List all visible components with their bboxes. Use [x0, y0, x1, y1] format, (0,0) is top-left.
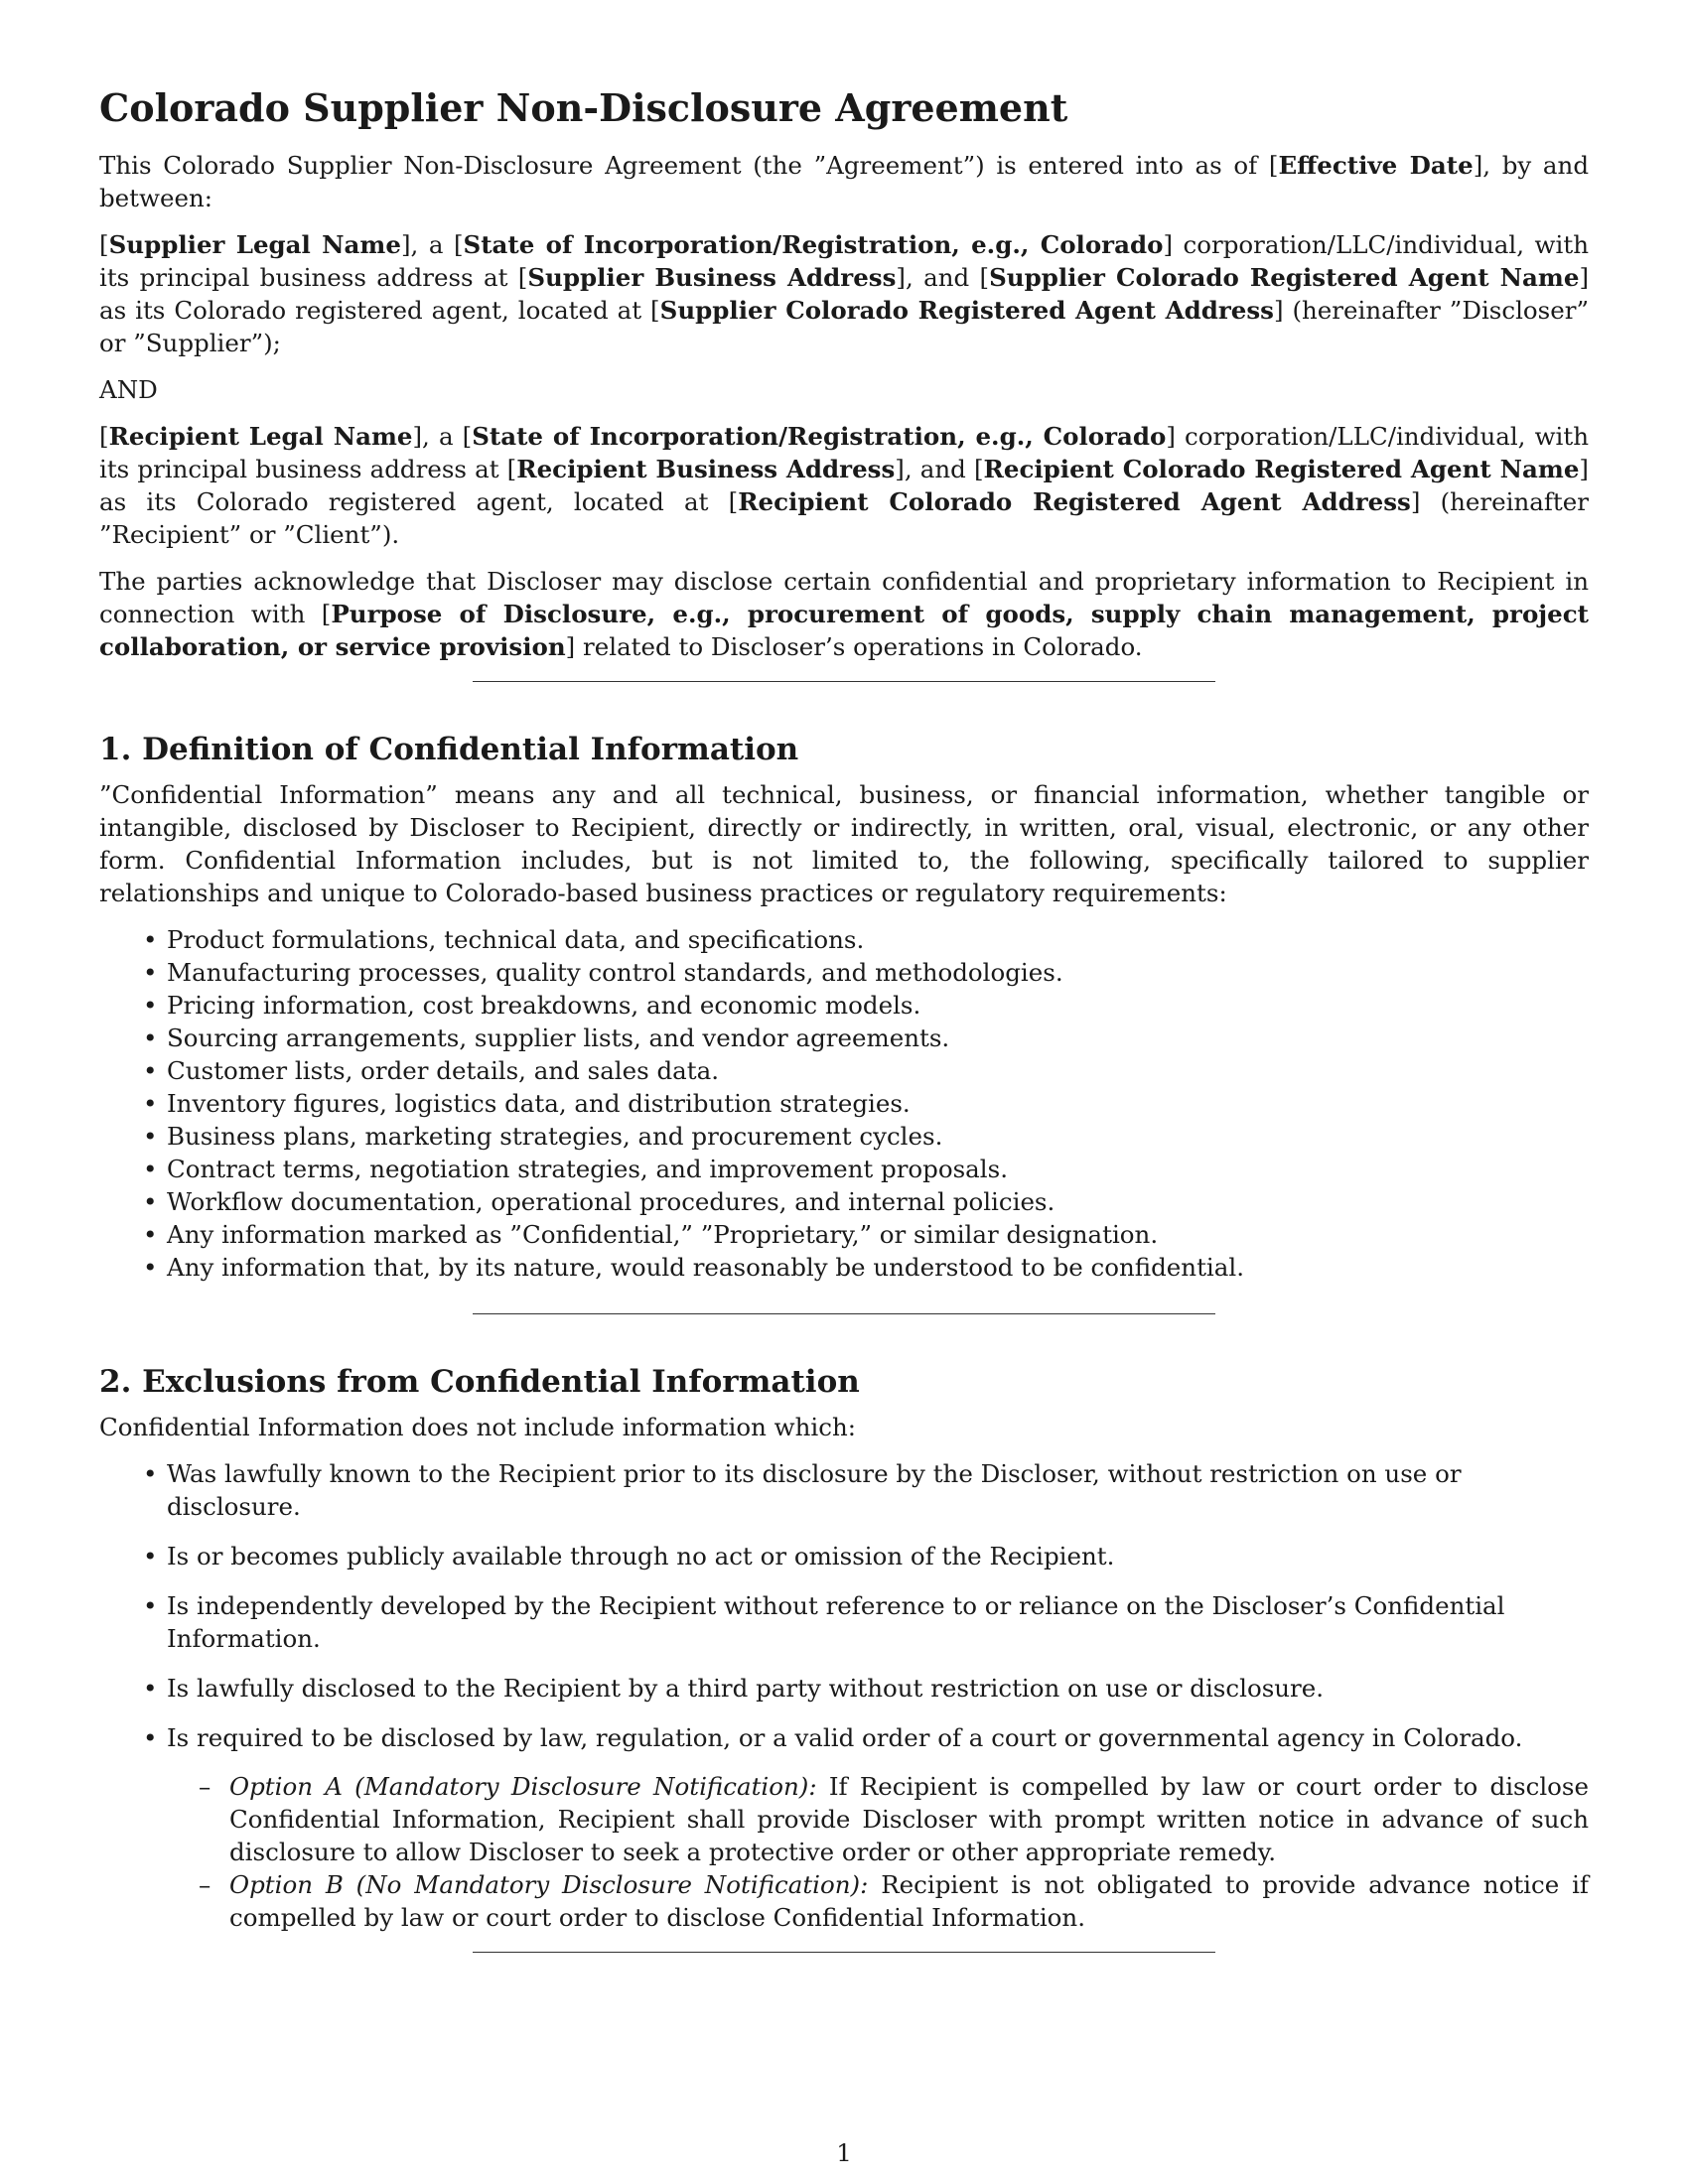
list-item: • Workflow documentation, operational procedures, and internal policies.	[167, 1185, 1589, 1218]
list-item: • Inventory figures, logistics data, and distribution strategies.	[167, 1087, 1589, 1120]
exclusions-list	[99, 1457, 1589, 1934]
list-item: • Product formulations, technical data, and specifications.	[167, 923, 1589, 956]
section-2-body: Confidential Information does not include information which:	[99, 1412, 857, 1441]
option-b-text: Recipient is not obligated to provide advance notice if compelled by law or court order to disclose Confidential Information.	[229, 1869, 1589, 1932]
supplier-agent-name-field: Supplier Colorado Registered Agent Name	[989, 262, 1580, 292]
intro-text: ], by and between:	[99, 150, 1590, 212]
list-item-text: Is or becomes publicly available through no act or omission of the Recipient.	[167, 1541, 1115, 1570]
supplier-paragraph	[99, 228, 1589, 359]
supplier-legal-name-field: Supplier Legal Name	[108, 229, 401, 259]
recipient-text: ] corporation/LLC/individual, with its principal business address at [	[99, 421, 1590, 483]
document-title: Colorado Supplier Non-Disclosure Agreement	[99, 85, 1068, 130]
page-number: 1	[836, 2138, 852, 2167]
supplier-text: ], a [	[400, 229, 464, 259]
supplier-text: ] corporation/LLC/individual, with its principal business address at [	[99, 229, 1589, 292]
recipient-text: ] as its Colorado registered agent, located at [	[99, 454, 1589, 516]
list-item: • Contract terms, negotiation strategies, and improvement proposals.	[167, 1153, 1589, 1185]
section-divider	[473, 1313, 1215, 1314]
list-item: • Any information that, by its nature, would reasonably be understood to be confidential.	[167, 1251, 1589, 1284]
list-item	[167, 1672, 1589, 1705]
recipient-text: ], and [	[895, 454, 984, 483]
list-item: • Pricing information, cost breakdowns, and economic models.	[167, 989, 1589, 1022]
section-divider	[473, 681, 1215, 682]
list-item: • Sourcing arrangements, supplier lists, and vendor agreements.	[167, 1022, 1589, 1054]
recipient-text: ], a [	[412, 421, 473, 451]
recipient-paragraph	[99, 420, 1589, 551]
effective-date-field: Effective Date	[1278, 150, 1474, 180]
supplier-text: [	[99, 229, 109, 259]
supplier-text: ], and [	[896, 262, 990, 292]
recipient-state-field: State of Incorporation/Registration, e.g., Colorado	[472, 421, 1167, 451]
and-separator: AND	[99, 374, 158, 404]
purpose-paragraph	[99, 565, 1589, 663]
option-b-label: Option B (No Mandatory Disclosure Notification):	[229, 1869, 869, 1899]
supplier-address-field: Supplier Business Address	[527, 262, 897, 292]
section-2-heading: 2. Exclusions from Confidential Information	[99, 1363, 860, 1400]
recipient-address-field: Recipient Business Address	[516, 454, 896, 483]
option-a-item	[229, 1770, 1589, 1868]
list-item	[167, 1457, 1589, 1523]
list-item-text: Was lawfully known to the Recipient prior to its disclosure by the Discloser, without restriction on use or disclosure.	[167, 1458, 1462, 1521]
purpose-text: The parties acknowledge that Discloser may disclose certain confidential and proprietary information to Recipient in connection with [	[99, 566, 1589, 628]
purpose-field: Purpose of Disclosure, e.g., procurement of goods, supply chain management, project collaboration, or service provision	[99, 599, 1589, 661]
option-b-item	[229, 1868, 1589, 1934]
intro-text: This Colorado Supplier Non-Disclosure Agreement (the ”Agreement”) is entered into as of [	[99, 150, 1279, 180]
list-item-text: Is independently developed by the Recipient without reference to or reliance on the Discloser’s Confidential Information.	[167, 1590, 1505, 1653]
list-item	[167, 1589, 1589, 1655]
list-item: • Manufacturing processes, quality control standards, and methodologies.	[167, 956, 1589, 989]
recipient-agent-address-field: Recipient Colorado Registered Agent Address	[738, 486, 1411, 516]
option-a-text: If Recipient is compelled by law or court order to disclose Confidential Information, Recipient shall provide Discloser with prompt written notice in advance of such disclosure to allow Discloser to seek a protective order or other appropriate remedy.	[229, 1771, 1590, 1866]
list-item: • Any information marked as ”Confidential,” ”Proprietary,” or similar designation.	[167, 1218, 1589, 1251]
list-item: • Customer lists, order details, and sales data.	[167, 1054, 1589, 1087]
supplier-text: ] (hereinafter ”Discloser” or ”Supplier”);	[99, 295, 1589, 357]
recipient-agent-name-field: Recipient Colorado Registered Agent Name	[983, 454, 1580, 483]
recipient-legal-name-field: Recipient Legal Name	[108, 421, 413, 451]
purpose-text: ] related to Discloser’s operations in Colorado.	[565, 631, 1143, 661]
recipient-text: ] (hereinafter ”Recipient” or ”Client”).	[99, 486, 1589, 549]
intro-paragraph	[99, 149, 1589, 214]
list-item-text: Is required to be disclosed by law, regulation, or a valid order of a court or governmental agency in Colorado.	[167, 1722, 1523, 1752]
section-divider	[473, 1952, 1215, 1953]
document-page	[99, 85, 1589, 2002]
option-a-label: Option A (Mandatory Disclosure Notification):	[229, 1771, 817, 1801]
list-item	[167, 1540, 1589, 1572]
section-1-body: ”Confidential Information” means any and all technical, business, or financial information, whether tangible or intangible, disclosed by Discloser to Recipient, directly or indirectly, in written, oral, visual, electronic, or any other form. Confidential Information includes, but is not limited to, the following, specifically tailored to supplier relationships and unique to Colorado-based business practices or regulatory requirements:	[99, 779, 1589, 907]
disclosure-options-list	[167, 1770, 1589, 1934]
supplier-agent-address-field: Supplier Colorado Registered Agent Address	[659, 295, 1274, 325]
section-1-heading: 1. Definition of Confidential Information	[99, 731, 799, 767]
list-item-text: Is lawfully disclosed to the Recipient by a third party without restriction on use or disclosure.	[167, 1673, 1325, 1703]
supplier-text: ] as its Colorado registered agent, located at [	[99, 262, 1589, 325]
list-item	[167, 1721, 1589, 1934]
recipient-text: [	[99, 421, 109, 451]
list-item: • Business plans, marketing strategies, and procurement cycles.	[167, 1120, 1589, 1153]
supplier-state-field: State of Incorporation/Registration, e.g., Colorado	[463, 229, 1164, 259]
confidential-info-list	[99, 923, 1589, 1284]
